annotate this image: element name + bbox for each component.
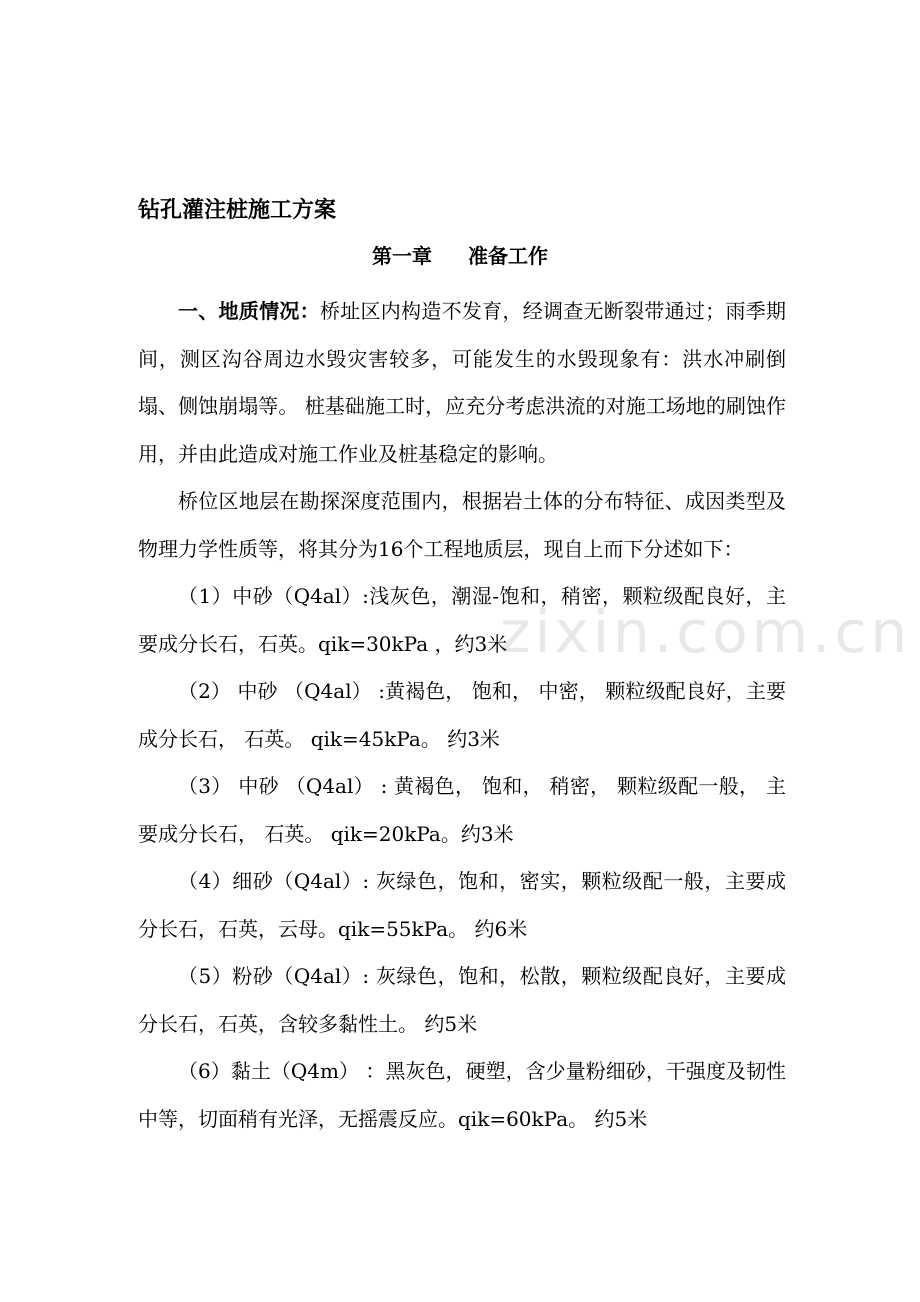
paragraph-layer-6: （6）黏土（Q4m） ：黑灰色，硬塑，含少量粉细砂，干强度及韧性中等，切面稍有光泽，无摇震反应。qik=60kPa。 约5米 (138, 1059, 786, 1131)
section-geology (138, 288, 786, 478)
section-heading: 一、地质情况： (178, 299, 320, 323)
paragraph-layer-1: （1）中砂（Q4al）:浅灰色，潮湿-饱和，稍密，颗粒级配良好，主要成分长石，石英。qik=30kPa ，约3米 (138, 584, 786, 656)
paragraph-layer-3: （3） 中砂 （Q4al） : 黄褐色， 饱和， 稍密， 颗粒级配一般， 主要成分长石， 石英。 qik=20kPa。约3米 (138, 774, 786, 846)
document-title: 钻孔灌注桩施工方案 (138, 197, 337, 223)
paragraph-strata-intro: 桥位区地层在勘探深度范围内，根据岩土体的分布特征、成因类型及物理力学性质等，将其分为16个工程地质层，现自上而下分述如下： (138, 489, 786, 561)
document-body (138, 288, 786, 1143)
paragraph-layer-2: （2） 中砂 （Q4al） :黄褐色， 饱和， 中密， 颗粒级配良好，主要成分长石， 石英。 qik=45kPa。 约3米 (138, 679, 786, 751)
chapter-heading (0, 240, 920, 272)
paragraph-layer-5: （5）粉砂（Q4al）: 灰绿色，饱和，松散，颗粒级配良好，主要成分长石，石英，含较多黏性土。 约5米 (138, 964, 786, 1036)
section-text: 桥址区内构造不发育，经调查无断裂带通过；雨季期间，测区沟谷周边水毁灾害较多，可能发生的水毁现象有：洪水冲刷倒塌、侧蚀崩塌等。 桩基础施工时，应充分考虑洪流的对施工场地的刷蚀作用，并由此造成对施工作业及桩基稳定的影响。 (138, 299, 787, 466)
paragraph-layer-4: （4）细砂（Q4al）: 灰绿色，饱和，密实，颗粒级配一般，主要成分长石，石英，云母。qik=55kPa。 约6米 (138, 869, 786, 941)
watermark: zixin.com.cn (500, 598, 912, 666)
chapter-title: 准备工作 (468, 244, 548, 268)
chapter-number: 第一章 (372, 244, 432, 268)
